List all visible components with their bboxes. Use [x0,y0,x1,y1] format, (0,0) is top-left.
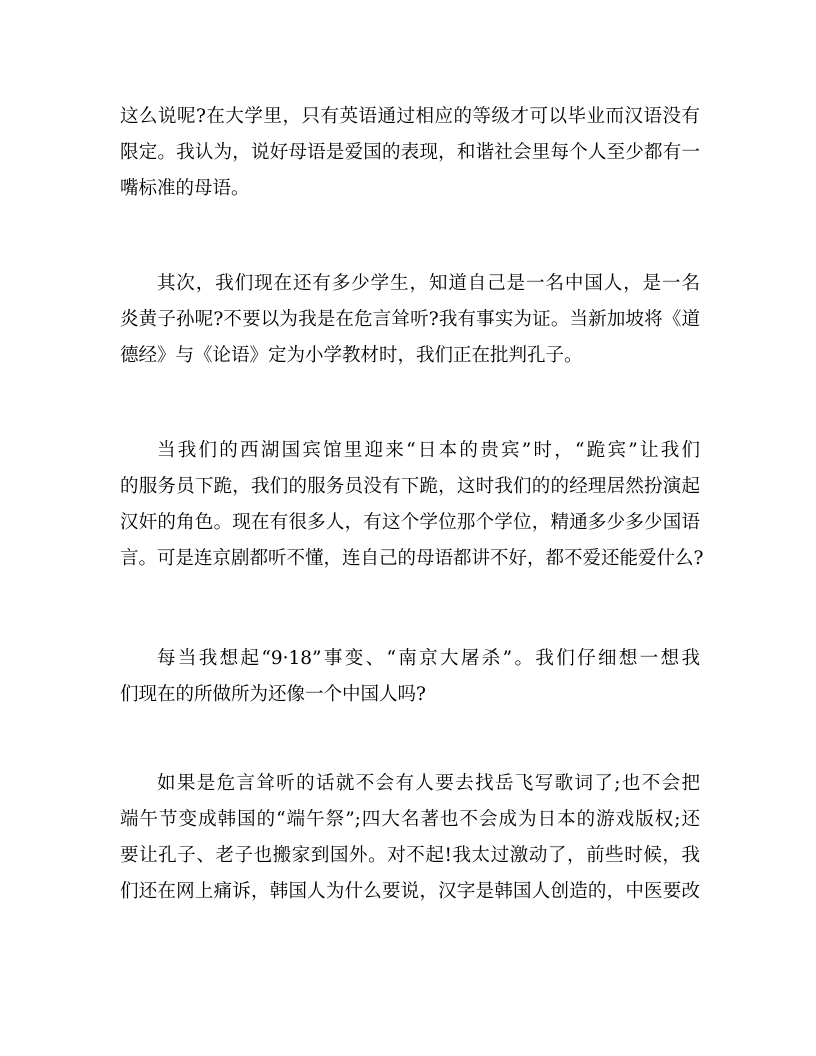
text-line: 炎黄子孙呢?不要以为我是在危言耸听?我有事实为证。当新加坡将《道 [120,309,700,330]
paragraph-4 [120,641,700,713]
text-line: 当我们的西湖国宾馆里迎来“日本的贵宾”时，“跪宾”让我们 [157,440,700,461]
text-line: 限定。我认为，说好母语是爱国的表现，和谐社会里每个人至少都有一 [120,142,700,163]
text-line: 德经》与《论语》定为小学教材时，我们正在批判孔子。 [120,345,583,366]
text-line: 汉奸的角色。现在有很多人，有这个学位那个学位，精通多少多少国语 [120,512,700,533]
text-line: 的服务员下跪，我们的服务员没有下跪，这时我们的的经理居然扮演起 [120,476,700,497]
text-line: 嘴标准的母语。 [120,178,250,199]
text-line: 要让孔子、老子也搬家到国外。对不起!我太过激动了，前些时候，我 [120,845,700,866]
text-line: 们还在网上痛诉，韩国人为什么要说，汉字是韩国人创造的，中医要改 [120,881,700,902]
paragraph-5 [120,766,700,910]
text-line: 端午节变成韩国的“端午祭”;四大名著也不会成为日本的游戏版权;还 [120,809,700,830]
paragraph-1 [120,99,700,207]
text-line: 言。可是连京剧都听不懂，连自己的母语都讲不好，都不爱还能爱什么? [120,548,704,569]
text-line: 如果是危言耸听的话就不会有人要去找岳飞写歌词了;也不会把 [157,773,700,794]
text-line: 们现在的所做所为还像一个中国人吗? [120,684,426,705]
text-line: 每当我想起“9·18”事变、“南京大屠杀”。我们仔细想一想我 [157,648,700,669]
paragraph-3 [120,433,704,577]
paragraph-2 [120,266,700,374]
text-line: 这么说呢?在大学里，只有英语通过相应的等级才可以毕业而汉语没有 [120,106,700,127]
text-line: 其次，我们现在还有多少学生，知道自己是一名中国人，是一名 [157,273,700,294]
